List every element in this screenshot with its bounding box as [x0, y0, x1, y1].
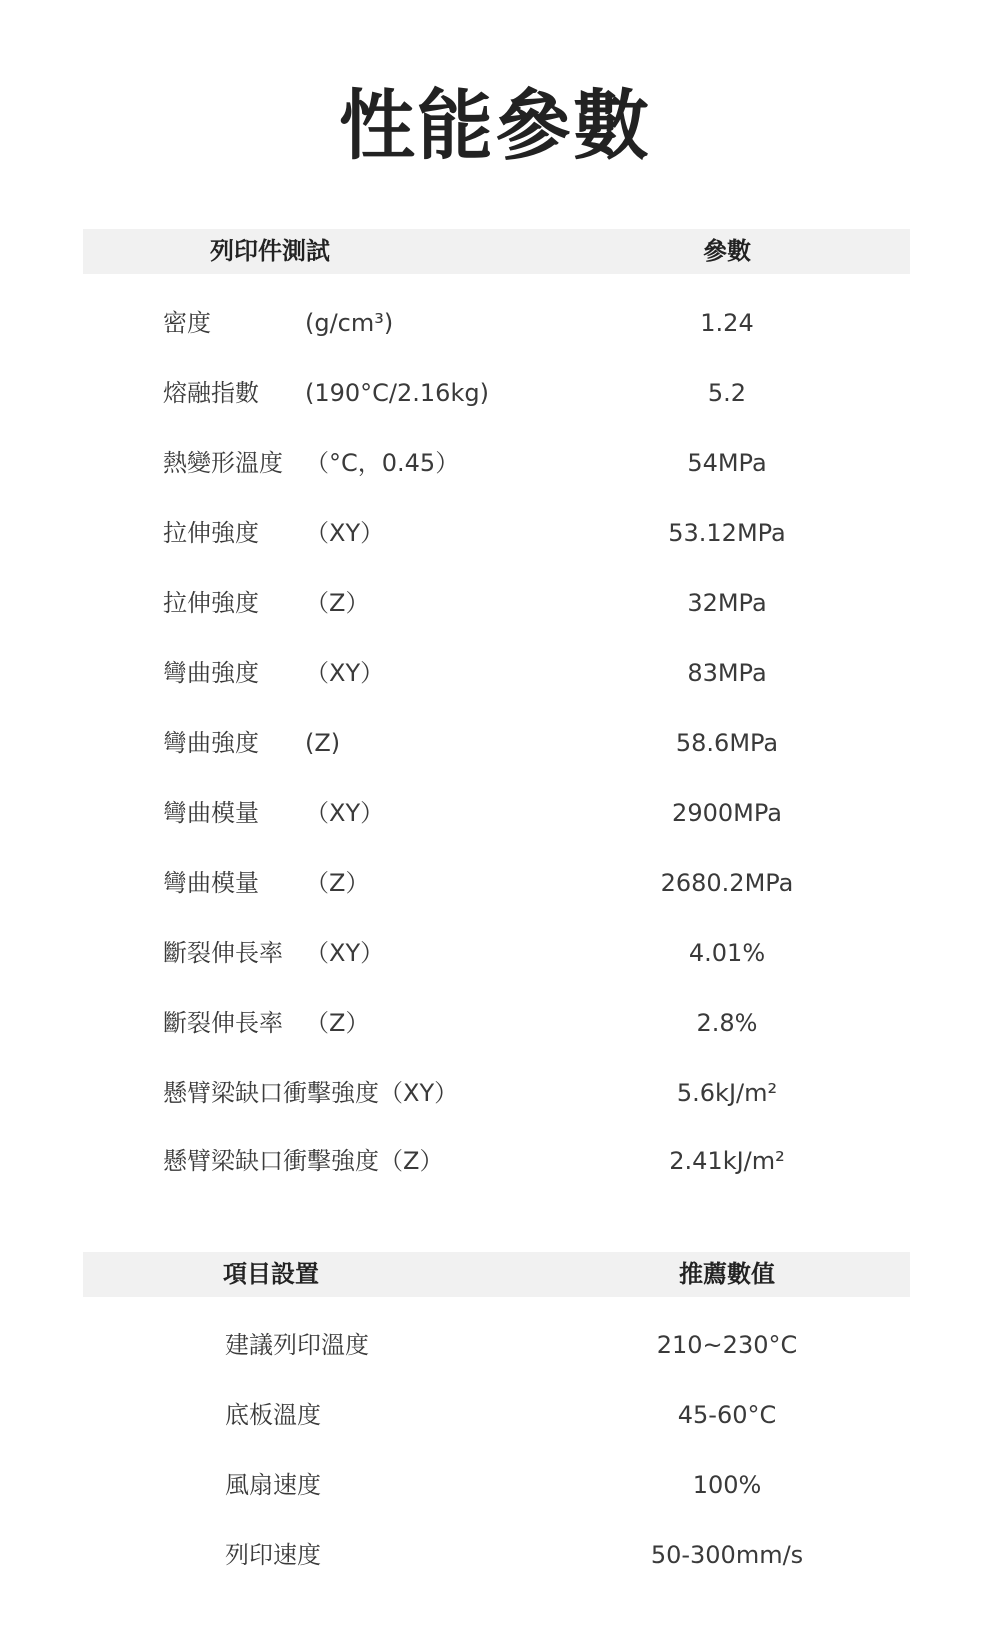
setting-name: 列印速度: [225, 1541, 321, 1569]
table-row: [0, 443, 990, 483]
table-row: [0, 1535, 990, 1575]
property-value: 2680.2MPa: [660, 869, 794, 897]
property-name: 懸臂梁缺口衝擊強度（Z）: [163, 1147, 444, 1175]
property-value: 4.01%: [688, 939, 766, 967]
property-unit: (g/cm³): [305, 309, 394, 337]
table-row: [0, 1325, 990, 1365]
table-row: [0, 723, 990, 763]
property-unit: （Z）: [305, 869, 370, 897]
property-unit: (190°C/2.16kg): [305, 379, 489, 407]
property-unit: （Z）: [305, 1009, 370, 1037]
property-value: 2.41kJ/m²: [669, 1147, 785, 1175]
settings-table-header-right: 推薦數值: [679, 1260, 775, 1288]
property-value: 2900MPa: [672, 799, 782, 827]
property-name: 彎曲模量: [163, 869, 259, 897]
property-value: 32MPa: [687, 589, 767, 617]
setting-value: 210~230°C: [656, 1331, 798, 1359]
test-table-header-right: 參數: [703, 237, 751, 265]
property-value: 5.6kJ/m²: [676, 1079, 778, 1107]
table-row: [0, 1395, 990, 1435]
property-name: 拉伸強度: [163, 589, 259, 617]
property-value: 2.8%: [696, 1009, 758, 1037]
table-row: [0, 583, 990, 623]
property-name: 熔融指數: [163, 379, 259, 407]
property-unit: （°C，0.45）: [305, 449, 460, 477]
property-name: 拉伸強度: [163, 519, 259, 547]
property-value: 54MPa: [687, 449, 767, 477]
table-row: [0, 1141, 990, 1181]
property-value: 53.12MPa: [668, 519, 786, 547]
property-value: 58.6MPa: [675, 729, 779, 757]
table-row: [0, 793, 990, 833]
property-name: 彎曲強度: [163, 729, 259, 757]
property-value: 83MPa: [687, 659, 767, 687]
test-table-header: [83, 229, 910, 274]
property-value: 1.24: [700, 309, 754, 337]
table-row: [0, 303, 990, 343]
setting-value: 45-60°C: [677, 1401, 777, 1429]
property-name: 彎曲強度: [163, 659, 259, 687]
property-value: 5.2: [707, 379, 747, 407]
table-row: [0, 863, 990, 903]
table-row: [0, 933, 990, 973]
settings-table-header-left: 項目設置: [223, 1260, 319, 1288]
property-name: 熱變形溫度: [163, 449, 283, 477]
table-row: [0, 653, 990, 693]
table-row: [0, 1465, 990, 1505]
table-row: [0, 1073, 990, 1113]
table-row: [0, 513, 990, 553]
setting-name: 風扇速度: [225, 1471, 321, 1499]
property-unit: （Z）: [305, 589, 370, 617]
table-row: [0, 373, 990, 413]
property-unit: （XY）: [305, 519, 385, 547]
page-title: 性能參數: [339, 81, 651, 170]
property-unit: （XY）: [305, 799, 385, 827]
property-name: 懸臂梁缺口衝擊強度（XY）: [163, 1079, 459, 1107]
settings-table-header: [83, 1252, 910, 1297]
property-unit: （XY）: [305, 659, 385, 687]
property-name: 斷裂伸長率: [163, 939, 283, 967]
setting-name: 建議列印溫度: [225, 1331, 369, 1359]
setting-value: 100%: [692, 1471, 762, 1499]
property-name: 斷裂伸長率: [163, 1009, 283, 1037]
test-table-header-left: 列印件測試: [210, 237, 330, 265]
property-name: 彎曲模量: [163, 799, 259, 827]
property-unit: (Z): [305, 729, 341, 757]
setting-name: 底板溫度: [225, 1401, 321, 1429]
setting-value: 50-300mm/s: [650, 1541, 804, 1569]
property-name: 密度: [163, 309, 211, 337]
table-row: [0, 1003, 990, 1043]
property-unit: （XY）: [305, 939, 385, 967]
